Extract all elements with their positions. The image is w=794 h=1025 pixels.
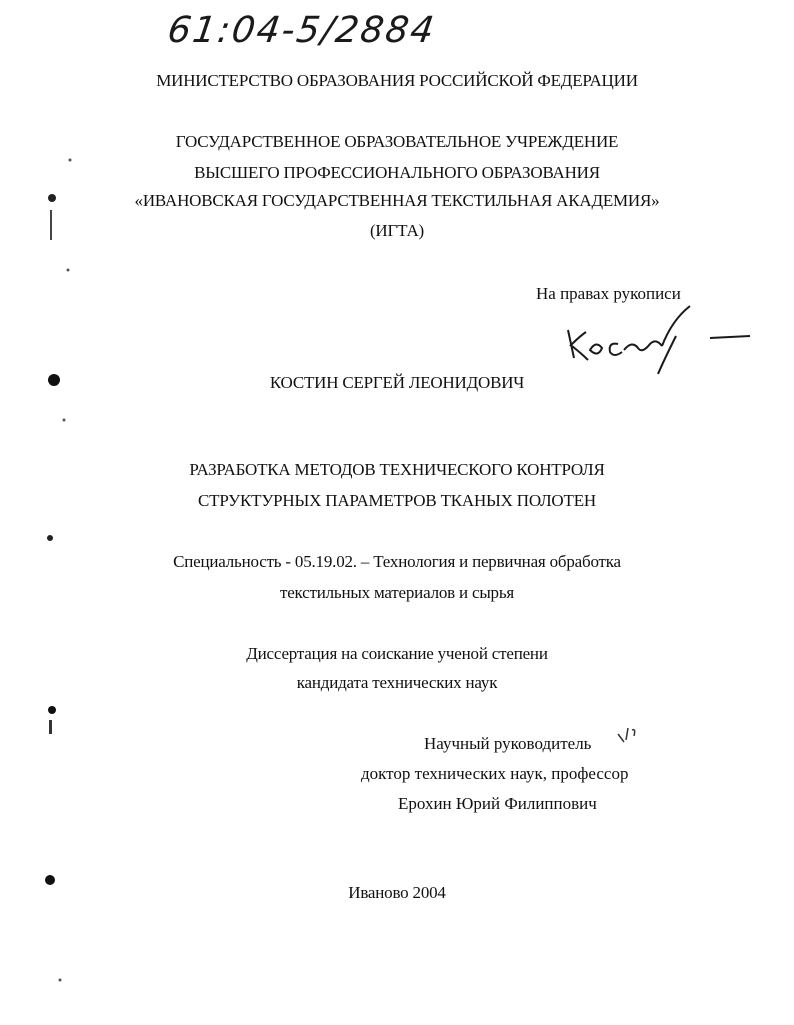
- supervisor-label: Научный руководитель: [424, 734, 592, 753]
- author-signature: [560, 300, 760, 380]
- institution-abbreviation: (ИГТА): [369, 221, 425, 240]
- institution-line-1: ГОСУДАРСТВЕННОЕ ОБРАЗОВАТЕЛЬНОЕ УЧРЕЖДЕНИЕ: [175, 132, 619, 151]
- specialty-line-2: текстильных материалов и сырья: [279, 583, 515, 602]
- handwritten-checkmark: [616, 724, 640, 748]
- institution-line-2: ВЫСШЕГО ПРОФЕССИОНАЛЬНОГО ОБРАЗОВАНИЯ: [194, 163, 600, 182]
- institution-line-3: «ИВАНОВСКАЯ ГОСУДАРСТВЕННАЯ ТЕКСТИЛЬНАЯ АКАДЕМИЯ»: [134, 191, 660, 210]
- author-name: КОСТИН СЕРГЕЙ ЛЕОНИДОВИЧ: [269, 373, 525, 392]
- ministry-name: МИНИСТЕРСТВО ОБРАЗОВАНИЯ РОССИЙСКОЙ ФЕДЕРАЦИИ: [156, 71, 638, 90]
- city-year: Иваново 2004: [348, 883, 446, 902]
- degree-line-1: Диссертация на соискание ученой степени: [246, 644, 548, 663]
- dissertation-title-line-2: СТРУКТУРНЫХ ПАРАМЕТРОВ ТКАНЫХ ПОЛОТЕН: [198, 491, 596, 510]
- manuscript-rights: На правах рукописи: [536, 284, 681, 303]
- specialty-line-1: Специальность - 05.19.02. – Технология и первичная обработка: [173, 552, 621, 571]
- archive-code-handwritten: 61:04-5/2884: [165, 10, 439, 51]
- dissertation-title-line-1: РАЗРАБОТКА МЕТОДОВ ТЕХНИЧЕСКОГО КОНТРОЛЯ: [189, 460, 605, 479]
- supervisor-title: доктор технических наук, профессор: [361, 764, 629, 783]
- degree-line-2: кандидата технических наук: [296, 673, 498, 692]
- supervisor-name: Ерохин Юрий Филиппович: [398, 794, 597, 813]
